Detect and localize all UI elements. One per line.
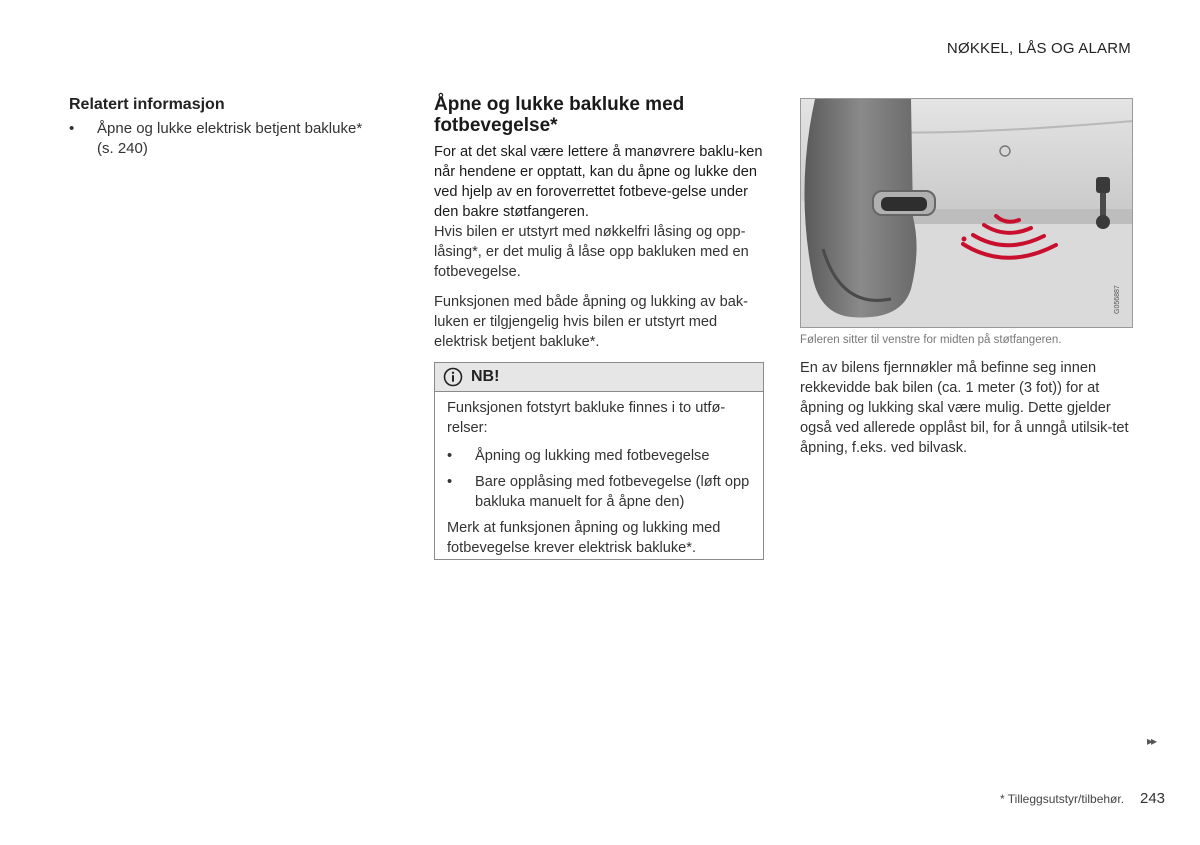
list-item-text: Bare opplåsing med fotbevegelse (løft opp bakluka manuelt for å åpne den)	[475, 474, 750, 510]
related-info-link-text[interactable]: Åpne og lukke elektrisk betjent bakluke* (s. 240)	[97, 120, 363, 157]
section-title: NØKKEL, LÅS OG ALARM	[946, 40, 1131, 57]
note-body	[435, 392, 763, 558]
note-outro: Merk at funksjonen åpning og lukking med fotbevegelse krever elektrisk bakluke*.	[447, 520, 721, 556]
note-box	[434, 362, 764, 560]
list-item	[447, 472, 751, 512]
bullet: •	[447, 448, 453, 464]
note-header	[435, 363, 763, 392]
paragraph-keyless: Hvis bilen er utstyrt med nøkkelfri låsing og opp-låsing*, er det mulig å låse opp bakluken med en fotbevegelse.	[434, 224, 749, 280]
related-info-link[interactable]	[69, 119, 379, 159]
figure-code: G056887	[1114, 285, 1121, 314]
related-info-list	[69, 119, 379, 159]
note-list	[447, 446, 751, 512]
figure-caption: Føleren sitter til venstre for midten på støtfangeren.	[800, 334, 1062, 346]
main-section	[434, 94, 764, 352]
page-title: Åpne og lukke bakluke med fotbevegelse*	[434, 94, 685, 136]
page-number: 243	[1140, 790, 1166, 807]
note-label: NB!	[471, 368, 500, 385]
related-info-heading: Relatert informasjon	[69, 96, 225, 113]
list-item	[447, 446, 751, 466]
lead-paragraph: For at det skal være lettere å manøvrere baklu-ken når hendene er opptatt, kan du åpne og lukke den ved hjelp av en foroverrettet fotbeve-gelse under den bakre støtfangeren.	[434, 144, 763, 220]
footnote: * Tilleggsutstyr/tilbehør.	[1000, 792, 1125, 806]
car-rear-illustration	[801, 99, 1133, 328]
remote-key-paragraph: En av bilens fjernnøkler må befinne seg innen rekkevidde bak bilen (ca. 1 meter (3 fot)) for at åpning og lukking skal være mulig. Dette gjelder også ved allerede opplåst bil, for å unngå utilsik-tet åpning, f.eks. ved bilvask.	[800, 360, 1129, 456]
rear-bumper-illustration	[800, 98, 1133, 328]
paragraph-function: Funksjonen med både åpning og lukking av bak-luken er tilgjengelig hvis bilen er utstyrt med elektrisk betjent bakluke*.	[434, 294, 748, 350]
note-intro: Funksjonen fotstyrt bakluke finnes i to utfø-relser:	[447, 400, 726, 436]
info-icon	[443, 367, 463, 387]
next-page-indicator-icon: ▸▸	[1147, 734, 1156, 748]
bullet: •	[69, 120, 75, 137]
list-item-text: Åpning og lukking med fotbevegelse	[475, 448, 710, 464]
bullet: •	[447, 474, 453, 490]
